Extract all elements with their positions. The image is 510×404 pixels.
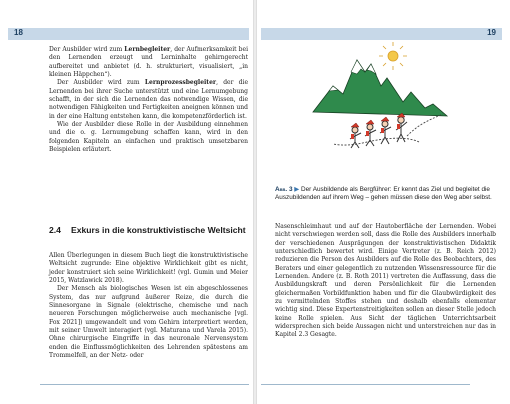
footer-rule xyxy=(40,384,249,385)
caption-text: Der Ausbildende als Bergführer: Er kennt das Ziel und begleitet die Auszubildenden auf ihrem Weg – gehen müssen diese den Weg aber selbst. xyxy=(275,186,492,201)
page-number: 18 xyxy=(14,28,23,37)
body-text xyxy=(275,223,496,340)
paragraph: Der Ausbilder wird zum Lernprozessbegleiter, der die Lernenden bei ihrer Suche unterstützt und eine Lernumgebung schafft, in der sich die Lernenden das notwendige Wissen, die notwendigen Fähigkeiten und Fertigkeiten aneignen können und in der eine Haltung entstehen kann, die kompetenzförderlich ist. xyxy=(49,79,248,120)
figure-label: Abb. 3 xyxy=(275,186,293,193)
page-number: 19 xyxy=(487,28,496,37)
paragraph: Nasenschleimhaut und auf der Hautoberfläche der Lernenden. Wobei nicht verschwiegen werden soll, dass die Rolle des Ausbilders innerhalb der verschiedenen Ausprägungen der konstruktivistischen Didaktik unterschiedlich bewertet wird. Einige Vertreter (z. B. Reich 2012) reduzieren die Person des Ausbilders auf die Rolle des Beobachters, des Beraters und einer gelegentlich zu nutzenden Wissensressource für die Lernenden. Andere (z. B. Roth 2011) vertreten die Auffassung, dass die Ausbildungskraft und deren Persönlichkeit für die Lernenden gleichermaßen Vorbildfunktion haben und für die Glaubwürdigkeit des zu vermittelnden Stoffes stehen und deshalb ebenfalls elementar wichtig sind. Diese Expertenstreitigkeiten sollen an dieser Stelle jedoch keine Rolle spielen. Aus Sicht der täglichen Unterrichtsarbeit widersprechen sich beide Aussagen nicht und unterstreichen nur das in Kapitel 2.3 Gesagte. xyxy=(275,223,496,339)
page-header-band xyxy=(8,28,249,40)
body-text-top xyxy=(49,46,248,154)
mountain-guide-illustration xyxy=(307,24,457,178)
section-number: 2.4 xyxy=(49,225,61,235)
sun xyxy=(379,42,407,70)
left-page xyxy=(0,0,253,404)
paragraph: Der Ausbilder wird zum Lernbegleiter, der Aufmerksamkeit bei den Lernenden erzeugt und Lerninhalte gehirngerecht aufbereitet und anbietet (d. h. strukturiert, visualisiert, „in kleinen Häppchen“). xyxy=(49,46,248,79)
figure-caption xyxy=(275,186,500,202)
mountain-path xyxy=(333,114,443,145)
paragraph: Wie der Ausbilder diese Rolle in der Ausbildung einnehmen und die o. g. Lernumgebung schaffen kann, wird in den folgenden Kapiteln an einfachen und praktisch umsetzbaren Beispielen erläutert. xyxy=(49,121,248,154)
paragraph: Allen Überlegungen in diesem Buch liegt die konstruktivistische Weltsicht zugrunde: Eine objektive Wirklichkeit gibt es nicht, jeder konstruiert sich seine Wirklichkeit! (vgl. Gumin und Meier 2015, Watzlawick 2018). xyxy=(49,252,248,285)
section-heading xyxy=(49,225,249,236)
footer-rule xyxy=(261,384,470,385)
section-title: Exkurs in die konstruktivistische Weltsicht xyxy=(71,225,246,235)
right-page xyxy=(257,0,510,404)
body-text-bottom xyxy=(49,252,248,360)
caption-arrow-icon: ▶ xyxy=(294,186,300,193)
hats xyxy=(351,113,405,127)
paragraph: Der Mensch als biologisches Wesen ist ein abgeschlossenes System, das nur aufgrund äußerer Reize, die durch die Sinnesorgane in Signale (elektrische, chemische und nach neueren Forschungen möglicherweise auch mechanische [vgl. Fox 2021]) umgewandelt und vom Gehirn interpretiert werden, mit seiner Umwelt interagiert (vgl. Maturana und Varela 2015). Ohne chirurgische Eingriffe in das neuronale Nervensystem enden die Einflussmöglichkeiten des Lehrenden spätestens am Trommelfell, an der Netz- oder xyxy=(49,285,248,360)
